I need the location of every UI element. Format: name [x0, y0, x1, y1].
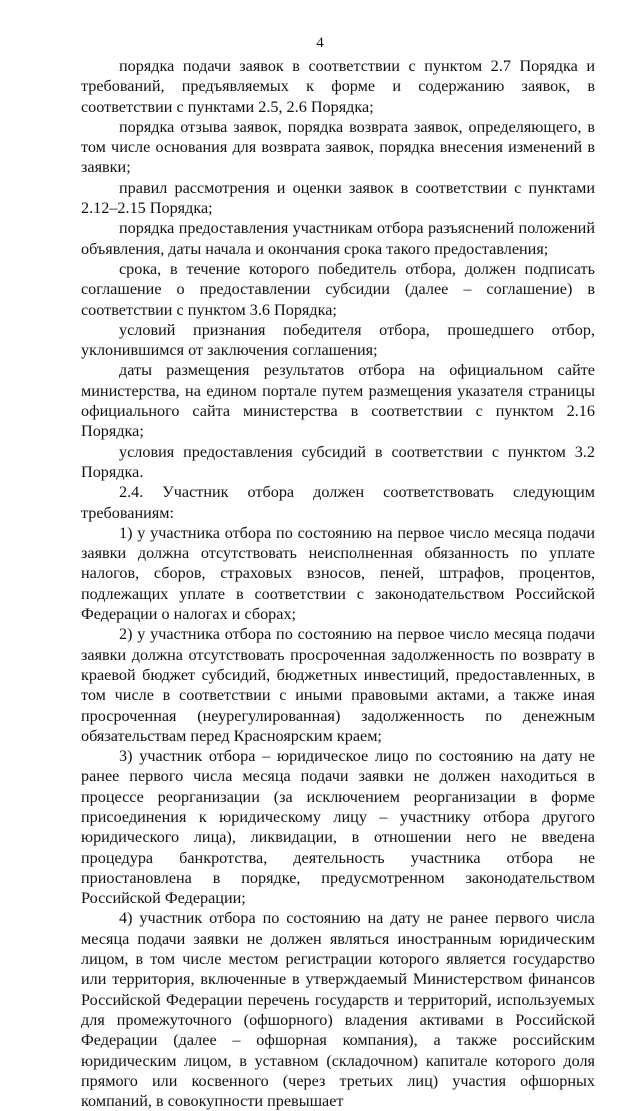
requirement-2: 2) у участника отбора по состоянию на первое число месяца подачи заявки должна отсутствовать просроченная задолженность по возврату в краевой бюджет субсидий, бюджетных инвестиций, предоставленных, в том числе в соответствии с иными правовыми актами, а также иная просроченная (неурегулированная) задолженность по денежным обязательствам перед Красноярским краем;	[81, 625, 595, 745]
paragraph-6: условий признания победителя отбора, прошедшего отбор, уклонившимся от заключения соглашения;	[81, 320, 595, 360]
paragraph-2: порядка отзыва заявок, порядка возврата заявок, определяющего, в том числе основания для возврата заявок, порядка внесения изменений в заявки;	[81, 117, 595, 177]
paragraph-5: срока, в течение которого победитель отбора, должен подписать соглашение о предоставлении субсидии (далее – соглашение) в соответствии с пунктом 3.6 Порядка;	[81, 259, 595, 319]
paragraph-8: условия предоставления субсидий в соответствии с пунктом 3.2 Порядка.	[81, 442, 595, 481]
requirement-4: 4) участник отбора по состоянию на дату не ранее первого числа месяца подачи заявки не должен являться иностранным юридическим лицом, в том числе местом регистрации которого является государство или территория, включенные в утверждаемый Министерством финансов Российской Федерации перечень государств и территорий, используемых для промежуточного (офшорного) владения активами в Российской Федерации (далее – офшорная компания), а также российским юридическим лицом, в уставном (складочном) капитале которого доля прямого или косвенного (через третьих лиц) участия офшорных компаний, в совокупности превышает	[81, 909, 595, 1111]
paragraph-4: порядка предоставления участникам отбора разъяснений положений объявления, даты начала и окончания срока такого предоставления;	[81, 219, 595, 258]
paragraph-7: даты размещения результатов отбора на официальном сайте министерства, на едином портале путем размещения указателя страницы официального сайта министерства в соответствии с пунктом 2.16 Порядка;	[81, 361, 595, 441]
section-2-4-heading: 2.4. Участник отбора должен соответствовать следующим требованиям:	[81, 483, 595, 522]
paragraph-3: правил рассмотрения и оценки заявок в соответствии с пунктами 2.12–2.15 Порядка;	[81, 178, 595, 218]
document-body	[81, 56, 595, 1111]
requirement-1: 1) у участника отбора по состоянию на первое число месяца подачи заявки должна отсутствовать неисполненная обязанность по уплате налогов, сборов, страховых взносов, пеней, штрафов, процентов, подлежащих уплате в соответствии с законодательством Российской Федерации о налогах и сборах;	[81, 523, 595, 624]
page-number: 4	[316, 35, 324, 51]
requirement-3: 3) участник отбора – юридическое лицо по состоянию на дату не ранее первого числа месяца подачи заявки не должен находиться в процессе реорганизации (за исключением реорганизации в форме присоединения к юридическому лицу – участнику отбора другого юридического лица), ликвидации, в отношении него не введена процедура банкротства, деятельность участника отбора не приостановлена в порядке, предусмотренном законодательством Российской Федерации;	[81, 747, 595, 908]
paragraph-1: порядка подачи заявок в соответствии с пунктом 2.7 Порядка и требований, предъявляемых к форме и содержанию заявок, в соответствии с пунктами 2.5, 2.6 Порядка;	[81, 57, 595, 116]
